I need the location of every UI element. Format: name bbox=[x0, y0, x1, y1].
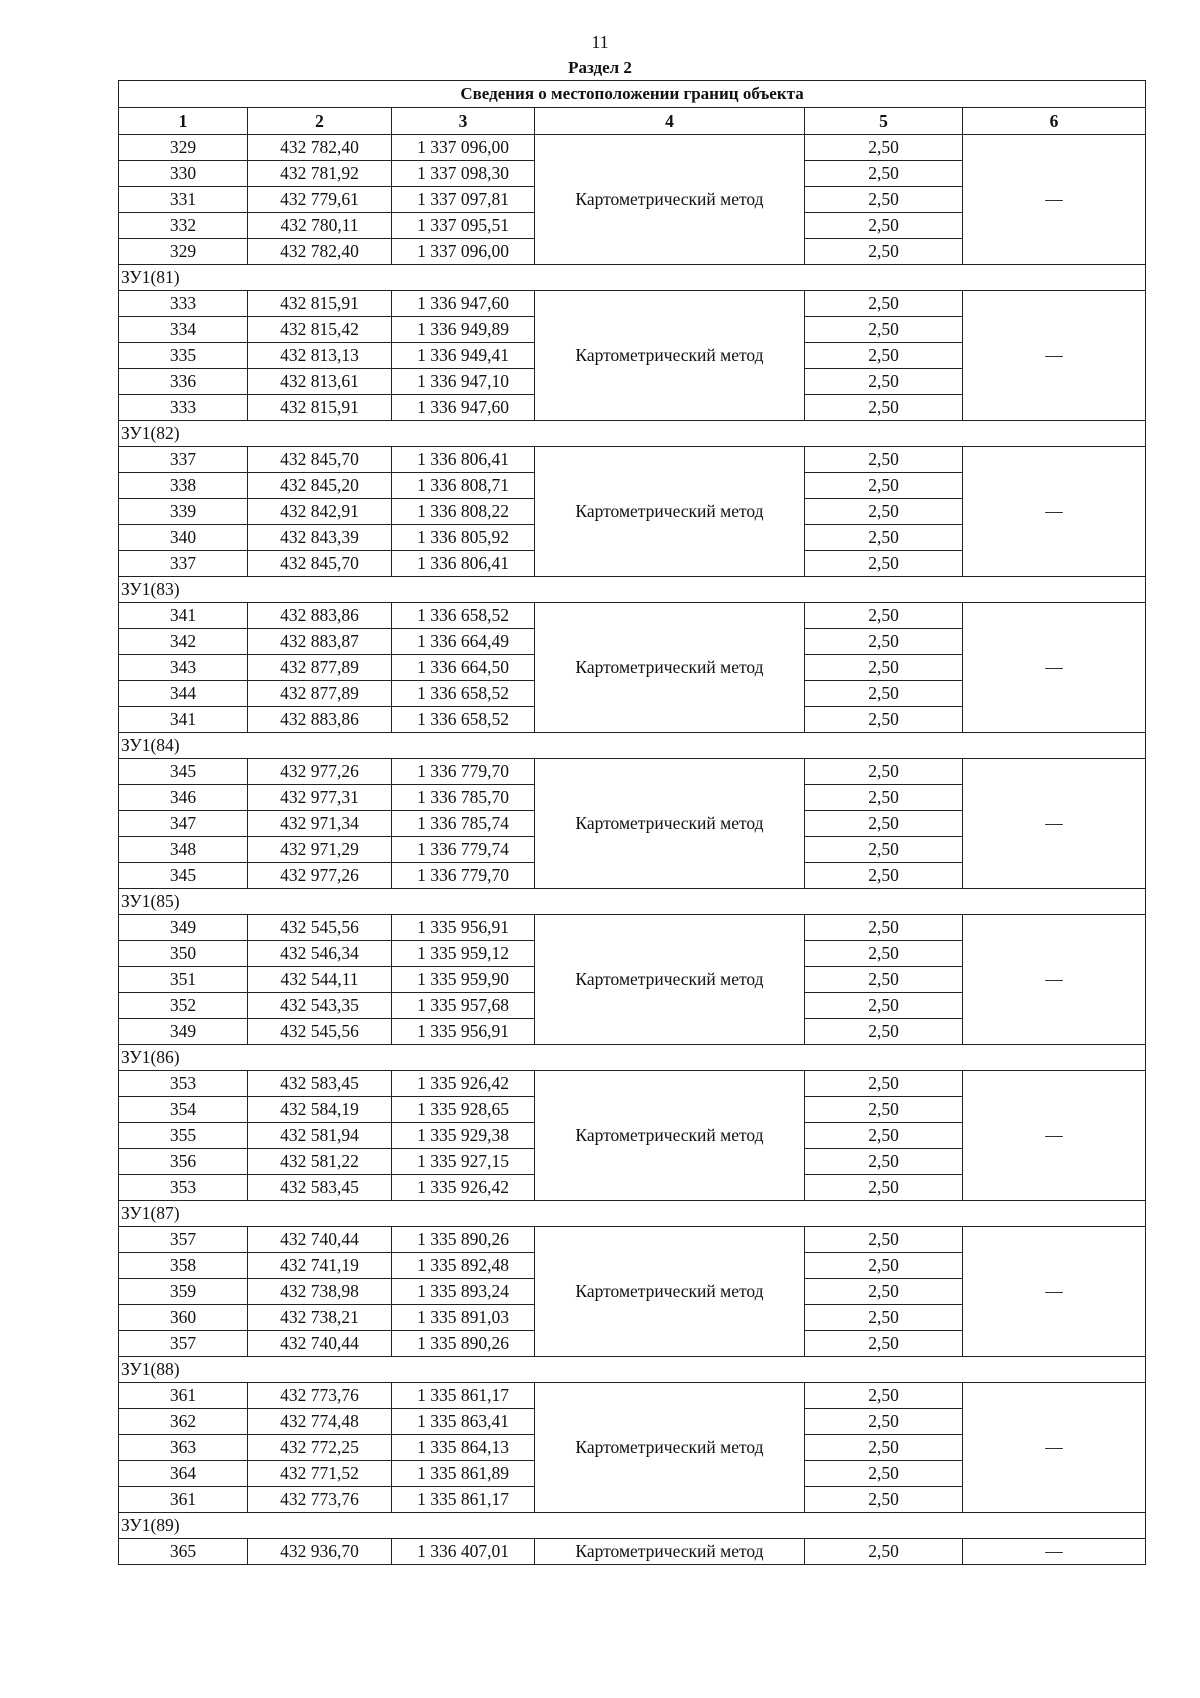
accuracy-cell: 2,50 bbox=[805, 603, 963, 629]
y-coordinate-cell: 1 335 861,17 bbox=[392, 1383, 535, 1409]
point-number-cell: 353 bbox=[119, 1071, 248, 1097]
point-number-cell: 331 bbox=[119, 187, 248, 213]
accuracy-cell: 2,50 bbox=[805, 499, 963, 525]
group-label-row bbox=[119, 1357, 1146, 1383]
y-coordinate-cell: 1 335 861,89 bbox=[392, 1461, 535, 1487]
point-number-cell: 333 bbox=[119, 291, 248, 317]
method-cell: Картометрический метод bbox=[535, 1227, 805, 1357]
x-coordinate-cell: 432 781,92 bbox=[248, 161, 392, 187]
point-number-cell: 351 bbox=[119, 967, 248, 993]
accuracy-cell: 2,50 bbox=[805, 1409, 963, 1435]
point-number-cell: 338 bbox=[119, 473, 248, 499]
point-number-cell: 349 bbox=[119, 1019, 248, 1045]
accuracy-cell: 2,50 bbox=[805, 1175, 963, 1201]
group-label: ЗУ1(88) bbox=[119, 1357, 1146, 1383]
accuracy-cell: 2,50 bbox=[805, 655, 963, 681]
y-coordinate-cell: 1 336 658,52 bbox=[392, 681, 535, 707]
accuracy-cell: 2,50 bbox=[805, 681, 963, 707]
y-coordinate-cell: 1 336 658,52 bbox=[392, 707, 535, 733]
point-number-cell: 345 bbox=[119, 863, 248, 889]
method-cell: Картометрический метод bbox=[535, 1383, 805, 1513]
x-coordinate-cell: 432 815,91 bbox=[248, 291, 392, 317]
point-number-cell: 359 bbox=[119, 1279, 248, 1305]
point-number-cell: 357 bbox=[119, 1227, 248, 1253]
y-coordinate-cell: 1 336 949,89 bbox=[392, 317, 535, 343]
x-coordinate-cell: 432 815,42 bbox=[248, 317, 392, 343]
method-cell: Картометрический метод bbox=[535, 759, 805, 889]
group-label-row bbox=[119, 1045, 1146, 1071]
x-coordinate-cell: 432 877,89 bbox=[248, 655, 392, 681]
x-coordinate-cell: 432 845,70 bbox=[248, 447, 392, 473]
point-number-cell: 332 bbox=[119, 213, 248, 239]
x-coordinate-cell: 432 845,70 bbox=[248, 551, 392, 577]
accuracy-cell: 2,50 bbox=[805, 213, 963, 239]
x-coordinate-cell: 432 815,91 bbox=[248, 395, 392, 421]
accuracy-cell: 2,50 bbox=[805, 629, 963, 655]
x-coordinate-cell: 432 740,44 bbox=[248, 1227, 392, 1253]
group-label-row bbox=[119, 1513, 1146, 1539]
accuracy-cell: 2,50 bbox=[805, 1383, 963, 1409]
table-row bbox=[119, 135, 1146, 161]
x-coordinate-cell: 432 544,11 bbox=[248, 967, 392, 993]
method-cell: Картометрический метод bbox=[535, 291, 805, 421]
table-row bbox=[119, 1539, 1146, 1565]
x-coordinate-cell: 432 738,21 bbox=[248, 1305, 392, 1331]
note-cell: — bbox=[963, 1227, 1146, 1357]
group-label-row bbox=[119, 889, 1146, 915]
point-number-cell: 347 bbox=[119, 811, 248, 837]
accuracy-cell: 2,50 bbox=[805, 317, 963, 343]
y-coordinate-cell: 1 336 808,22 bbox=[392, 499, 535, 525]
point-number-cell: 340 bbox=[119, 525, 248, 551]
x-coordinate-cell: 432 772,25 bbox=[248, 1435, 392, 1461]
x-coordinate-cell: 432 883,87 bbox=[248, 629, 392, 655]
table-header-row bbox=[119, 108, 1146, 135]
accuracy-cell: 2,50 bbox=[805, 837, 963, 863]
table-row bbox=[119, 1071, 1146, 1097]
y-coordinate-cell: 1 336 407,01 bbox=[392, 1539, 535, 1565]
accuracy-cell: 2,50 bbox=[805, 1435, 963, 1461]
point-number-cell: 334 bbox=[119, 317, 248, 343]
accuracy-cell: 2,50 bbox=[805, 1097, 963, 1123]
accuracy-cell: 2,50 bbox=[805, 993, 963, 1019]
point-number-cell: 345 bbox=[119, 759, 248, 785]
point-number-cell: 346 bbox=[119, 785, 248, 811]
y-coordinate-cell: 1 335 956,91 bbox=[392, 1019, 535, 1045]
accuracy-cell: 2,50 bbox=[805, 1487, 963, 1513]
y-coordinate-cell: 1 336 806,41 bbox=[392, 551, 535, 577]
y-coordinate-cell: 1 335 959,90 bbox=[392, 967, 535, 993]
x-coordinate-cell: 432 581,22 bbox=[248, 1149, 392, 1175]
y-coordinate-cell: 1 337 098,30 bbox=[392, 161, 535, 187]
y-coordinate-cell: 1 335 928,65 bbox=[392, 1097, 535, 1123]
table-row bbox=[119, 447, 1146, 473]
y-coordinate-cell: 1 336 779,74 bbox=[392, 837, 535, 863]
y-coordinate-cell: 1 335 891,03 bbox=[392, 1305, 535, 1331]
y-coordinate-cell: 1 335 893,24 bbox=[392, 1279, 535, 1305]
x-coordinate-cell: 432 741,19 bbox=[248, 1253, 392, 1279]
x-coordinate-cell: 432 842,91 bbox=[248, 499, 392, 525]
method-cell: Картометрический метод bbox=[535, 603, 805, 733]
point-number-cell: 348 bbox=[119, 837, 248, 863]
y-coordinate-cell: 1 335 890,26 bbox=[392, 1331, 535, 1357]
x-coordinate-cell: 432 546,34 bbox=[248, 941, 392, 967]
accuracy-cell: 2,50 bbox=[805, 239, 963, 265]
y-coordinate-cell: 1 336 947,60 bbox=[392, 291, 535, 317]
y-coordinate-cell: 1 336 664,49 bbox=[392, 629, 535, 655]
x-coordinate-cell: 432 843,39 bbox=[248, 525, 392, 551]
point-number-cell: 335 bbox=[119, 343, 248, 369]
accuracy-cell: 2,50 bbox=[805, 1071, 963, 1097]
accuracy-cell: 2,50 bbox=[805, 915, 963, 941]
x-coordinate-cell: 432 977,26 bbox=[248, 863, 392, 889]
point-number-cell: 350 bbox=[119, 941, 248, 967]
point-number-cell: 362 bbox=[119, 1409, 248, 1435]
y-coordinate-cell: 1 335 926,42 bbox=[392, 1071, 535, 1097]
header-cell: 6 bbox=[963, 108, 1146, 135]
page-number: 11 bbox=[591, 32, 609, 52]
accuracy-cell: 2,50 bbox=[805, 135, 963, 161]
y-coordinate-cell: 1 336 947,60 bbox=[392, 395, 535, 421]
x-coordinate-cell: 432 877,89 bbox=[248, 681, 392, 707]
point-number-cell: 360 bbox=[119, 1305, 248, 1331]
point-number-cell: 364 bbox=[119, 1461, 248, 1487]
point-number-cell: 358 bbox=[119, 1253, 248, 1279]
header-cell: 4 bbox=[535, 108, 805, 135]
x-coordinate-cell: 432 583,45 bbox=[248, 1175, 392, 1201]
x-coordinate-cell: 432 782,40 bbox=[248, 239, 392, 265]
y-coordinate-cell: 1 336 664,50 bbox=[392, 655, 535, 681]
method-cell: Картометрический метод bbox=[535, 1539, 805, 1565]
x-coordinate-cell: 432 883,86 bbox=[248, 707, 392, 733]
point-number-cell: 361 bbox=[119, 1383, 248, 1409]
accuracy-cell: 2,50 bbox=[805, 1227, 963, 1253]
x-coordinate-cell: 432 813,13 bbox=[248, 343, 392, 369]
x-coordinate-cell: 432 545,56 bbox=[248, 1019, 392, 1045]
y-coordinate-cell: 1 335 959,12 bbox=[392, 941, 535, 967]
y-coordinate-cell: 1 336 947,10 bbox=[392, 369, 535, 395]
x-coordinate-cell: 432 584,19 bbox=[248, 1097, 392, 1123]
note-cell: — bbox=[963, 915, 1146, 1045]
accuracy-cell: 2,50 bbox=[805, 395, 963, 421]
table-row bbox=[119, 1227, 1146, 1253]
note-cell: — bbox=[963, 1071, 1146, 1201]
y-coordinate-cell: 1 335 926,42 bbox=[392, 1175, 535, 1201]
accuracy-cell: 2,50 bbox=[805, 759, 963, 785]
section-title: Раздел 2 bbox=[568, 58, 632, 77]
accuracy-cell: 2,50 bbox=[805, 811, 963, 837]
point-number-cell: 354 bbox=[119, 1097, 248, 1123]
x-coordinate-cell: 432 971,34 bbox=[248, 811, 392, 837]
accuracy-cell: 2,50 bbox=[805, 473, 963, 499]
accuracy-cell: 2,50 bbox=[805, 1539, 963, 1565]
method-cell: Картометрический метод bbox=[535, 915, 805, 1045]
point-number-cell: 361 bbox=[119, 1487, 248, 1513]
point-number-cell: 343 bbox=[119, 655, 248, 681]
y-coordinate-cell: 1 337 096,00 bbox=[392, 239, 535, 265]
accuracy-cell: 2,50 bbox=[805, 161, 963, 187]
accuracy-cell: 2,50 bbox=[805, 1279, 963, 1305]
header-cell: 1 bbox=[119, 108, 248, 135]
point-number-cell: 344 bbox=[119, 681, 248, 707]
x-coordinate-cell: 432 773,76 bbox=[248, 1487, 392, 1513]
y-coordinate-cell: 1 336 806,41 bbox=[392, 447, 535, 473]
y-coordinate-cell: 1 336 785,70 bbox=[392, 785, 535, 811]
header-cell: 5 bbox=[805, 108, 963, 135]
point-number-cell: 341 bbox=[119, 707, 248, 733]
method-cell: Картометрический метод bbox=[535, 1071, 805, 1201]
x-coordinate-cell: 432 883,86 bbox=[248, 603, 392, 629]
point-number-cell: 341 bbox=[119, 603, 248, 629]
accuracy-cell: 2,50 bbox=[805, 369, 963, 395]
point-number-cell: 329 bbox=[119, 135, 248, 161]
x-coordinate-cell: 432 773,76 bbox=[248, 1383, 392, 1409]
y-coordinate-cell: 1 336 805,92 bbox=[392, 525, 535, 551]
note-cell: — bbox=[963, 135, 1146, 265]
table-row bbox=[119, 915, 1146, 941]
point-number-cell: 342 bbox=[119, 629, 248, 655]
point-number-cell: 353 bbox=[119, 1175, 248, 1201]
x-coordinate-cell: 432 583,45 bbox=[248, 1071, 392, 1097]
group-label: ЗУ1(87) bbox=[119, 1201, 1146, 1227]
accuracy-cell: 2,50 bbox=[805, 187, 963, 213]
group-label-row bbox=[119, 421, 1146, 447]
accuracy-cell: 2,50 bbox=[805, 967, 963, 993]
x-coordinate-cell: 432 774,48 bbox=[248, 1409, 392, 1435]
accuracy-cell: 2,50 bbox=[805, 1305, 963, 1331]
y-coordinate-cell: 1 335 892,48 bbox=[392, 1253, 535, 1279]
y-coordinate-cell: 1 336 785,74 bbox=[392, 811, 535, 837]
point-number-cell: 365 bbox=[119, 1539, 248, 1565]
x-coordinate-cell: 432 779,61 bbox=[248, 187, 392, 213]
group-label: ЗУ1(89) bbox=[119, 1513, 1146, 1539]
point-number-cell: 333 bbox=[119, 395, 248, 421]
table-row bbox=[119, 759, 1146, 785]
method-cell: Картометрический метод bbox=[535, 447, 805, 577]
accuracy-cell: 2,50 bbox=[805, 863, 963, 889]
point-number-cell: 355 bbox=[119, 1123, 248, 1149]
note-cell: — bbox=[963, 1383, 1146, 1513]
group-label: ЗУ1(82) bbox=[119, 421, 1146, 447]
group-label: ЗУ1(84) bbox=[119, 733, 1146, 759]
y-coordinate-cell: 1 336 658,52 bbox=[392, 603, 535, 629]
accuracy-cell: 2,50 bbox=[805, 1331, 963, 1357]
accuracy-cell: 2,50 bbox=[805, 1253, 963, 1279]
y-coordinate-cell: 1 335 861,17 bbox=[392, 1487, 535, 1513]
table-row bbox=[119, 291, 1146, 317]
x-coordinate-cell: 432 543,35 bbox=[248, 993, 392, 1019]
group-label-row bbox=[119, 733, 1146, 759]
point-number-cell: 363 bbox=[119, 1435, 248, 1461]
group-label: ЗУ1(86) bbox=[119, 1045, 1146, 1071]
y-coordinate-cell: 1 335 957,68 bbox=[392, 993, 535, 1019]
point-number-cell: 339 bbox=[119, 499, 248, 525]
x-coordinate-cell: 432 738,98 bbox=[248, 1279, 392, 1305]
point-number-cell: 337 bbox=[119, 447, 248, 473]
point-number-cell: 330 bbox=[119, 161, 248, 187]
table-row bbox=[119, 603, 1146, 629]
y-coordinate-cell: 1 336 808,71 bbox=[392, 473, 535, 499]
y-coordinate-cell: 1 336 779,70 bbox=[392, 759, 535, 785]
y-coordinate-cell: 1 335 864,13 bbox=[392, 1435, 535, 1461]
point-number-cell: 356 bbox=[119, 1149, 248, 1175]
point-number-cell: 336 bbox=[119, 369, 248, 395]
x-coordinate-cell: 432 782,40 bbox=[248, 135, 392, 161]
header-cell: 2 bbox=[248, 108, 392, 135]
group-label-row bbox=[119, 1201, 1146, 1227]
y-coordinate-cell: 1 337 095,51 bbox=[392, 213, 535, 239]
x-coordinate-cell: 432 771,52 bbox=[248, 1461, 392, 1487]
boundary-coordinates-table bbox=[118, 80, 1146, 1565]
accuracy-cell: 2,50 bbox=[805, 941, 963, 967]
note-cell: — bbox=[963, 291, 1146, 421]
accuracy-cell: 2,50 bbox=[805, 707, 963, 733]
y-coordinate-cell: 1 337 097,81 bbox=[392, 187, 535, 213]
table-caption-row bbox=[119, 81, 1146, 108]
note-cell: — bbox=[963, 1539, 1146, 1565]
group-label: ЗУ1(83) bbox=[119, 577, 1146, 603]
accuracy-cell: 2,50 bbox=[805, 1019, 963, 1045]
y-coordinate-cell: 1 335 863,41 bbox=[392, 1409, 535, 1435]
x-coordinate-cell: 432 813,61 bbox=[248, 369, 392, 395]
group-label-row bbox=[119, 577, 1146, 603]
accuracy-cell: 2,50 bbox=[805, 1123, 963, 1149]
accuracy-cell: 2,50 bbox=[805, 1149, 963, 1175]
accuracy-cell: 2,50 bbox=[805, 525, 963, 551]
group-label: ЗУ1(85) bbox=[119, 889, 1146, 915]
x-coordinate-cell: 432 977,26 bbox=[248, 759, 392, 785]
point-number-cell: 349 bbox=[119, 915, 248, 941]
y-coordinate-cell: 1 337 096,00 bbox=[392, 135, 535, 161]
x-coordinate-cell: 432 971,29 bbox=[248, 837, 392, 863]
group-label-row bbox=[119, 265, 1146, 291]
x-coordinate-cell: 432 545,56 bbox=[248, 915, 392, 941]
method-cell: Картометрический метод bbox=[535, 135, 805, 265]
accuracy-cell: 2,50 bbox=[805, 785, 963, 811]
y-coordinate-cell: 1 335 956,91 bbox=[392, 915, 535, 941]
accuracy-cell: 2,50 bbox=[805, 1461, 963, 1487]
accuracy-cell: 2,50 bbox=[805, 551, 963, 577]
note-cell: — bbox=[963, 447, 1146, 577]
group-label: ЗУ1(81) bbox=[119, 265, 1146, 291]
y-coordinate-cell: 1 336 949,41 bbox=[392, 343, 535, 369]
table-row bbox=[119, 1383, 1146, 1409]
y-coordinate-cell: 1 335 929,38 bbox=[392, 1123, 535, 1149]
note-cell: — bbox=[963, 759, 1146, 889]
x-coordinate-cell: 432 977,31 bbox=[248, 785, 392, 811]
table-caption: Сведения о местоположении границ объекта bbox=[119, 81, 1146, 108]
point-number-cell: 352 bbox=[119, 993, 248, 1019]
point-number-cell: 329 bbox=[119, 239, 248, 265]
y-coordinate-cell: 1 336 779,70 bbox=[392, 863, 535, 889]
y-coordinate-cell: 1 335 890,26 bbox=[392, 1227, 535, 1253]
point-number-cell: 337 bbox=[119, 551, 248, 577]
x-coordinate-cell: 432 780,11 bbox=[248, 213, 392, 239]
x-coordinate-cell: 432 845,20 bbox=[248, 473, 392, 499]
point-number-cell: 357 bbox=[119, 1331, 248, 1357]
y-coordinate-cell: 1 335 927,15 bbox=[392, 1149, 535, 1175]
accuracy-cell: 2,50 bbox=[805, 447, 963, 473]
x-coordinate-cell: 432 740,44 bbox=[248, 1331, 392, 1357]
header-cell: 3 bbox=[392, 108, 535, 135]
accuracy-cell: 2,50 bbox=[805, 343, 963, 369]
x-coordinate-cell: 432 936,70 bbox=[248, 1539, 392, 1565]
x-coordinate-cell: 432 581,94 bbox=[248, 1123, 392, 1149]
accuracy-cell: 2,50 bbox=[805, 291, 963, 317]
note-cell: — bbox=[963, 603, 1146, 733]
